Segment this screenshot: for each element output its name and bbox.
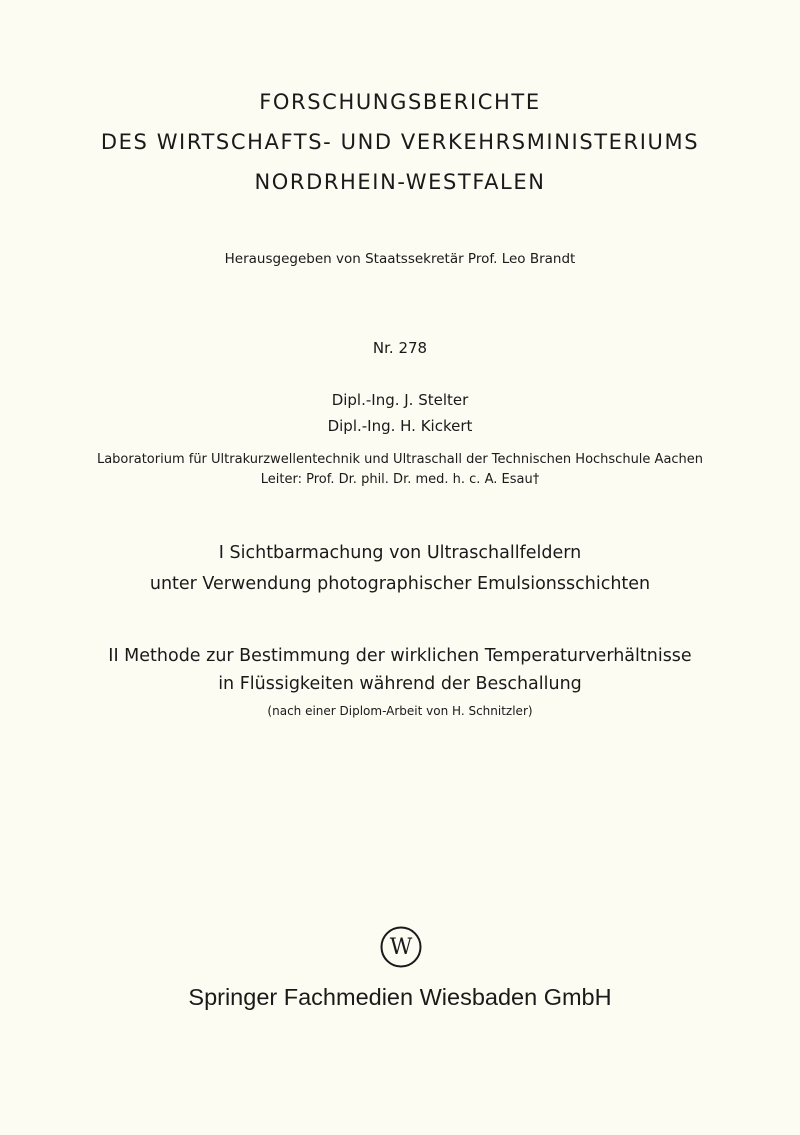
title-part2-line-1: II Methode zur Bestimmung der wirklichen Temperaturverhältnisse [108, 646, 692, 666]
publisher-name: Springer Fachmedien Wiesbaden GmbH [188, 984, 612, 1010]
title-part2-line-2: in Flüssigkeiten während der Beschallung [218, 674, 582, 694]
institution-head: Leiter: Prof. Dr. phil. Dr. med. h. c. A. Esau† [260, 472, 540, 487]
series-title-line-1: FORSCHUNGSBERICHTE [259, 90, 541, 114]
series-title-line-3: NORDRHEIN-WESTFALEN [254, 170, 546, 194]
author-1: Dipl.-Ing. J. Stelter [331, 391, 469, 409]
title-part1-line-1: I Sichtbarmachung von Ultraschallfeldern [218, 543, 582, 563]
author-2: Dipl.-Ing. H. Kickert [327, 417, 473, 435]
title-part1-line-2: unter Verwendung photographischer Emulsionsschichten [149, 574, 651, 594]
report-number: Nr. 278 [372, 339, 428, 357]
institution-name: Laboratorium für Ultrakurzwellentechnik und Ultraschall der Technischen Hochschule Aachen [96, 452, 704, 467]
editor-line: Herausgegeben von Staatssekretär Prof. Leo Brandt [224, 251, 576, 267]
series-title-line-2: DES WIRTSCHAFTS- UND VERKEHRSMINISTERIUMS [100, 130, 700, 154]
publisher-logo-letter: W [389, 935, 413, 960]
publisher-logo-icon [380, 926, 422, 968]
title-note: (nach einer Diplom-Arbeit von H. Schnitzler) [267, 704, 533, 718]
